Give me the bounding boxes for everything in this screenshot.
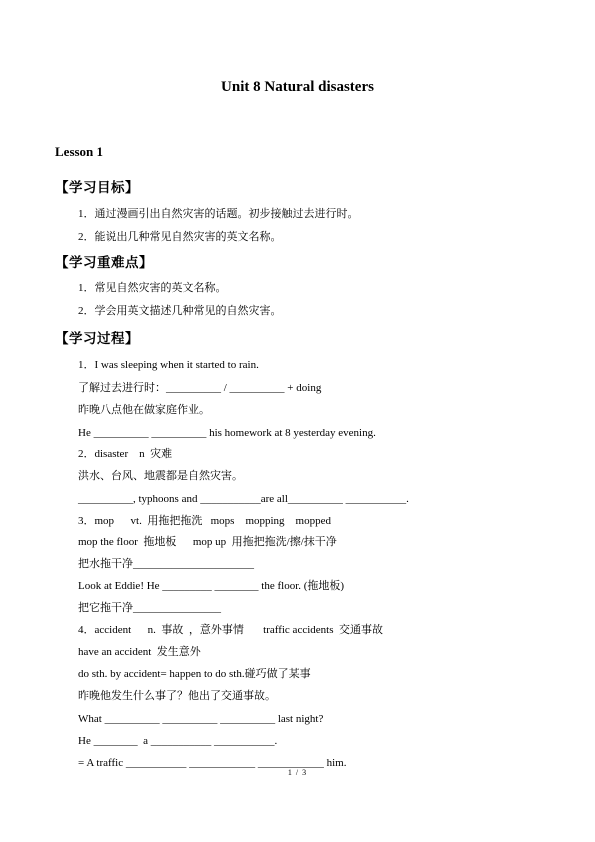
process-line: 把它拖干净________________ [78, 602, 221, 614]
section-heading-key-points: 【学习重难点】 [55, 255, 153, 271]
process-line: 2．disaster n 灾难 [78, 448, 173, 460]
process-line: 把水拖干净______________________ [78, 558, 254, 570]
key-point-item: 2．学会用英文描述几种常见的自然灾害。 [78, 305, 282, 317]
document-title: Unit 8 Natural disasters [221, 79, 374, 95]
process-line: 昨晚八点他在做家庭作业。 [78, 404, 210, 416]
process-line: He ________ a ___________ ___________. [78, 735, 278, 747]
process-line: mop the floor 拖地板 mop up 用拖把拖洗/擦/抹干净 [78, 536, 337, 548]
process-line: 昨晚他发生什么事了？他出了交通事故。 [78, 690, 276, 702]
process-line: do sth. by accident= happen to do sth.碰巧做了某事 [78, 668, 311, 680]
page-indicator: 1 / 3 [287, 768, 308, 777]
section-heading-process: 【学习过程】 [55, 331, 139, 347]
process-line: 了解过去进行时：__________ / __________ + doing [78, 382, 322, 394]
lesson-heading: Lesson 1 [55, 144, 104, 159]
process-line: 3．mop vt. 用拖把拖洗 mops mopping mopped [78, 515, 331, 527]
section-heading-objectives: 【学习目标】 [55, 180, 139, 196]
process-line: Look at Eddie! He _________ ________ the floor. (拖地板) [78, 580, 345, 592]
process-line: What __________ __________ __________ last night? [78, 713, 324, 725]
process-line: have an accident 发生意外 [78, 646, 201, 658]
process-line: = A traffic ___________ ____________ ____________ him. [78, 757, 347, 769]
process-line: 洪水、台风、地震都是自然灾害。 [78, 470, 243, 482]
process-line: He __________ __________ his homework at 8 yesterday evening. [78, 427, 376, 439]
process-line: 4．accident n. 事故 ，意外事情 traffic accidents 交通事故 [78, 624, 383, 636]
process-line: 1．I was sleeping when it started to rain. [78, 359, 259, 371]
objective-item: 2．能说出几种常见自然灾害的英文名称。 [78, 231, 282, 243]
key-point-item: 1．常见自然灾害的英文名称。 [78, 282, 227, 294]
process-line: __________, typhoons and ___________are all__________ ___________. [78, 493, 409, 505]
objective-item: 1．通过漫画引出自然灾害的话题。初步接触过去进行时。 [78, 208, 359, 220]
